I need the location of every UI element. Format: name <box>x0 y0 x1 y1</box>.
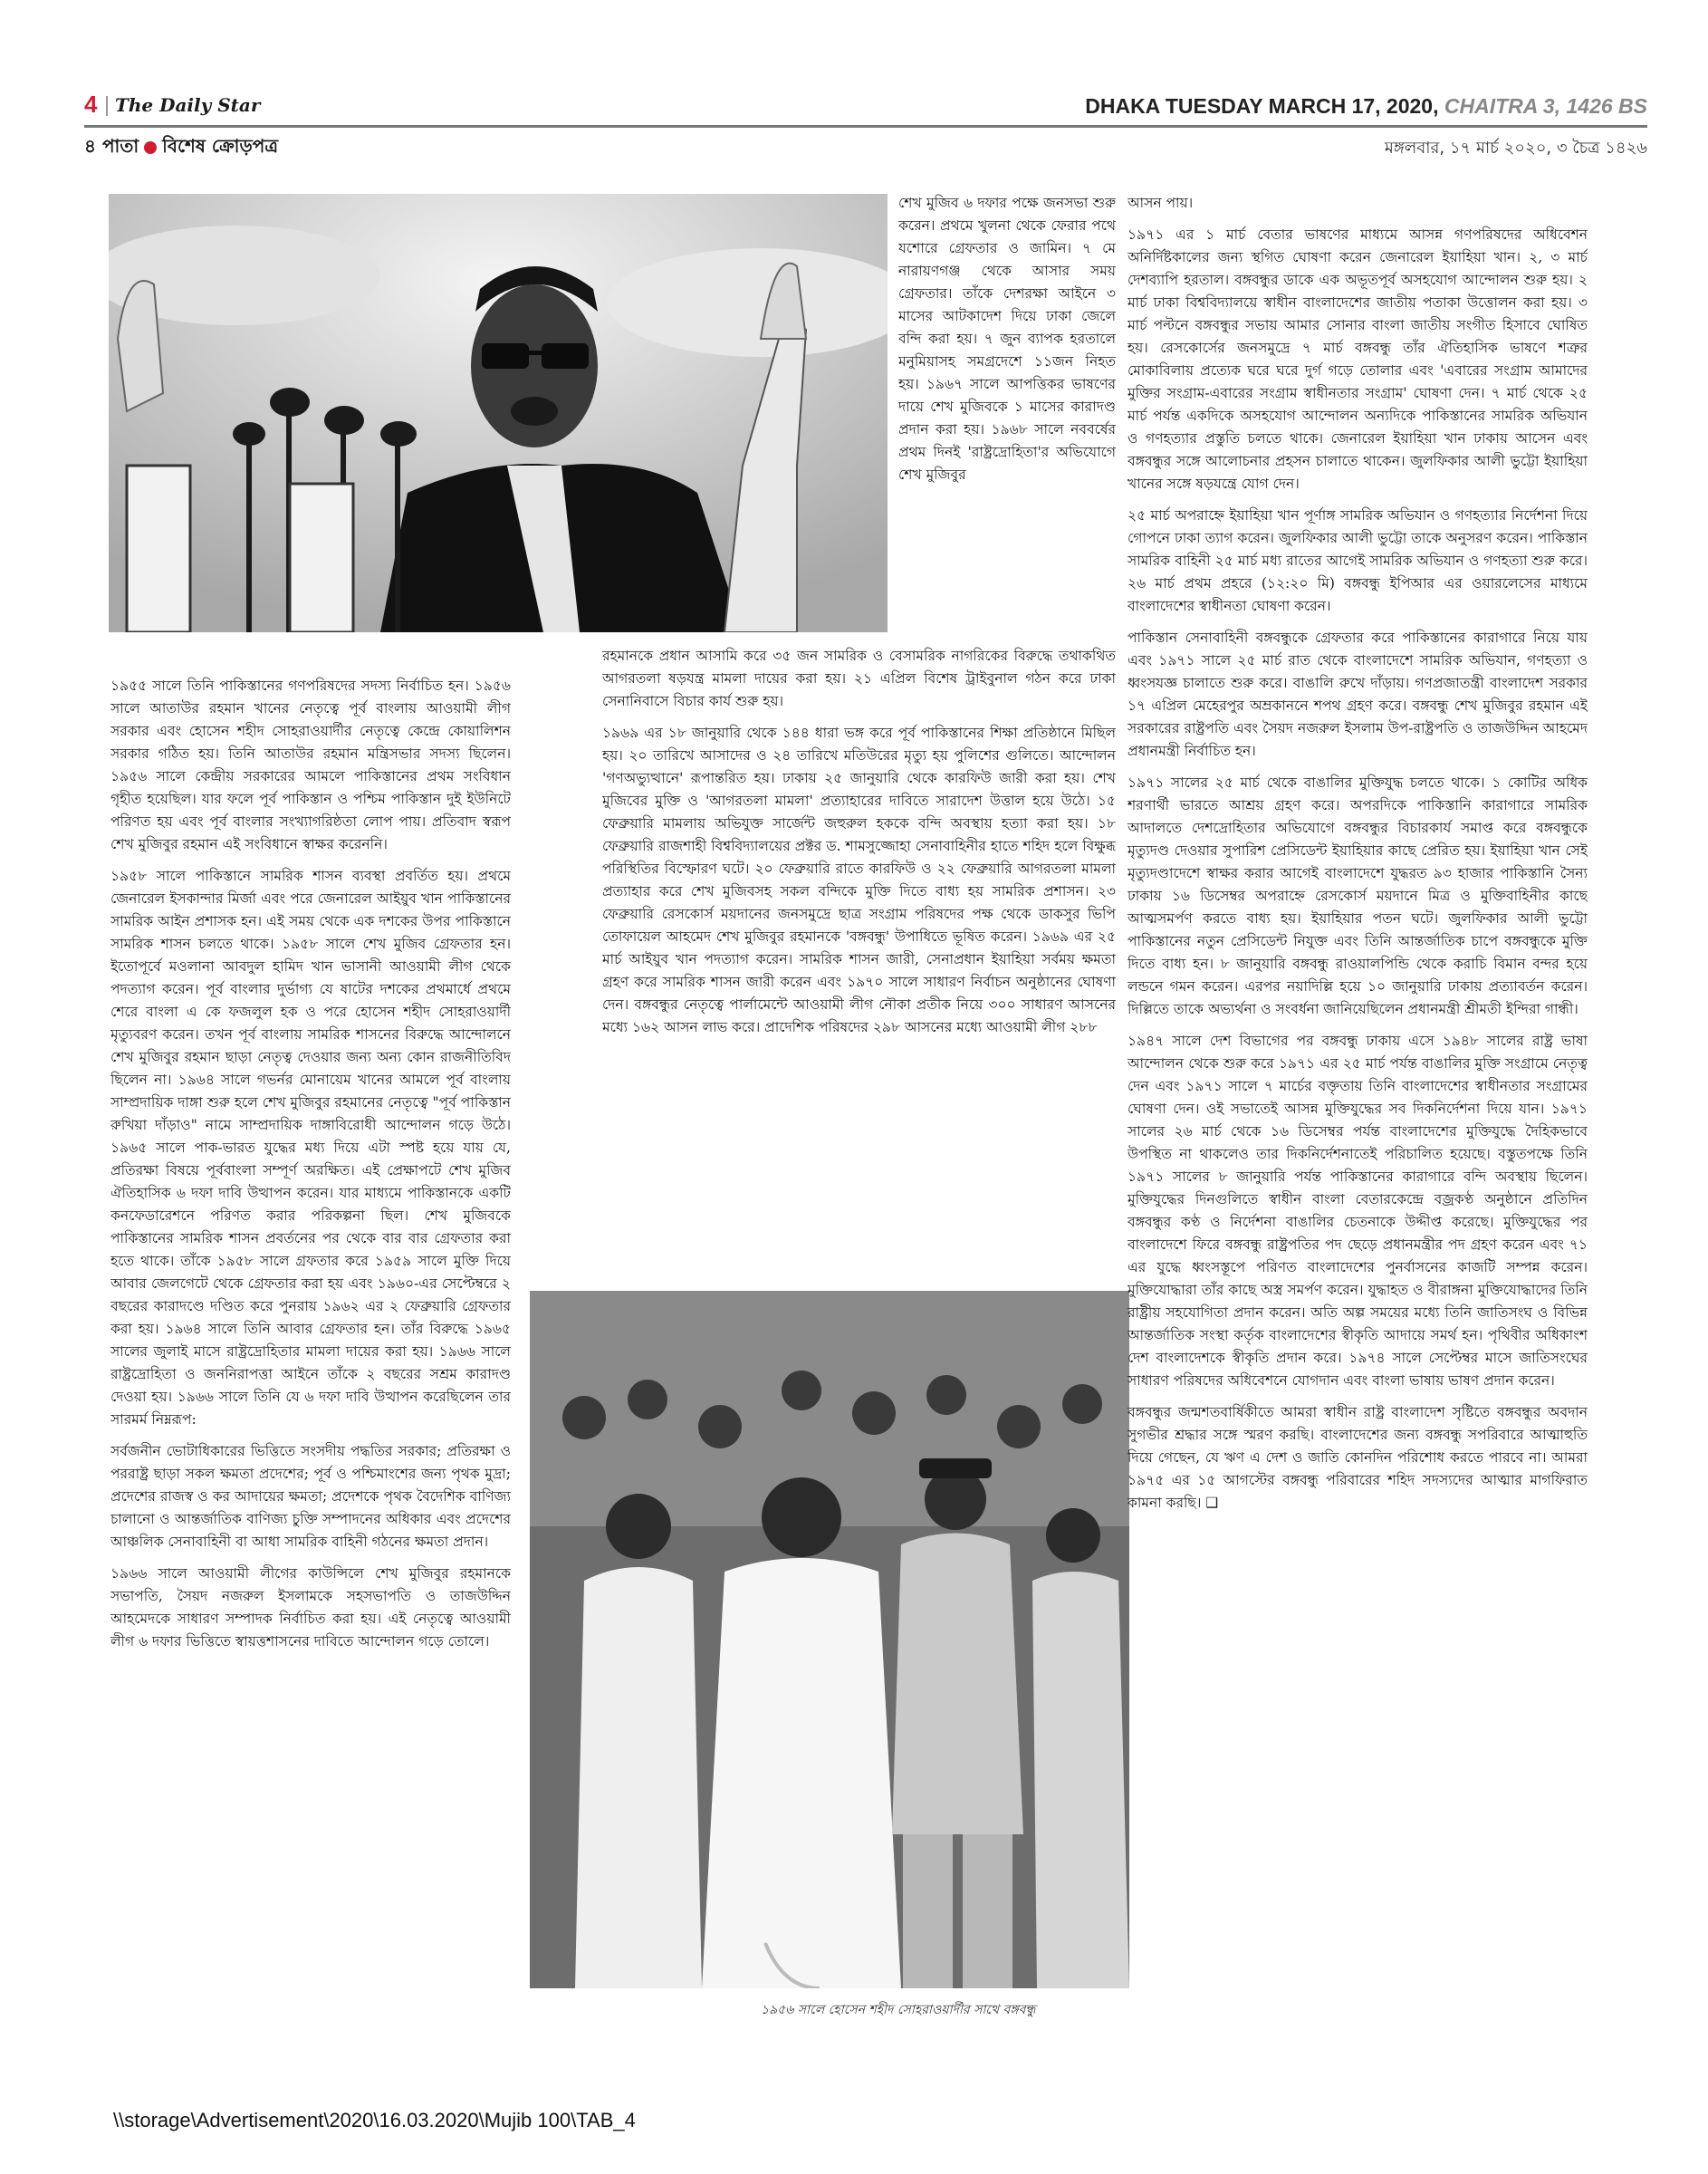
masthead-divider <box>106 96 108 116</box>
article-paragraph: পাকিস্তান সেনাবাহিনী বঙ্গবন্ধুকে গ্রেফতার করে পাকিস্তানের কারাগারে নিয়ে যায় এবং ১৯৭১ সালে ২৫ মার্চ রাত থেকে বাংলাদেশে সামরিক অভিযান, গণহত্যা ও ধ্বংসযজ্ঞ চালাতে শুরু করে। বাঙালি রুখে দাঁড়ায়। গণপ্রজাতন্ত্রী বাংলাদেশ সরকার ১৭ এপ্রিল মেহেরপুর অম্রকাননে শপথ গ্রহণ করে। বঙ্গবন্ধু শেখ মুজিবুর রহমান এই সরকারের রাষ্ট্রপতি এবং সৈয়দ নজরুল ইসলাম উপ-রাষ্ট্রপতি ও তাজউদ্দিন আহমেদ প্রধানমন্ত্রী নির্বাচিত হন। <box>1127 630 1588 759</box>
article-paragraph: ১৯৬৯ এর ১৮ জানুয়ারি থেকে ১৪৪ ধারা ভঙ্গ করে পূর্ব পাকিস্তানের শিক্ষা প্রতিষ্ঠানে মিছিল হয়। ২০ তারিখে আসাদের ও ২৪ তারিখে মতিউরের মৃত্যু হয় পুলিশের গুলিতে। আন্দোলন 'গণঅভ্যুত্থানে' রূপান্তরিত হয়। ঢাকায় ২৫ জানুয়ারি থেকে কারফিউ জারী করা হয়। শেখ মুজিবের মুক্তি ও 'আগরতলা মামলা' প্রত্যাহারের দাবিতে সারাদেশ উত্তাল হয়ে উঠে। ১৫ ফেব্রুয়ারি মামলায় অভিযুক্ত সার্জেন্ট জহুরুল হককে বন্দি অবস্থায় হত্যা করা হয়। ১৮ ফেব্রুয়ারি রাজশাহী বিশ্ববিদ্যালয়ের প্রক্টর ড. শামসুজ্জোহা সেনাবাহিনীর হাতে শহিদ হলে বিক্ষুব্ধ পরিস্থিতির বিস্ফোরণ ঘটে। ২০ ফেব্রুয়ারি রাতে কারফিউ ও ২২ ফেব্রুয়ারি আগরতলা মামলা প্রত্যাহার করে শেখ মুজিবসহ সকল বন্দিকে মুক্তি দিতে বাধ্য হয় সামরিক প্রশাসন। ২৩ ফেব্রুয়ারি রেসকোর্স ময়দানের জনসমুদ্রে ছাত্র সংগ্রাম পরিষদের পক্ষ থেকে ডাকসুর ভিপি তোফায়েল আহমেদ শেখ মুজিবুর রহমানকে 'বঙ্গবন্ধু' উপাধিতে ভূষিত করেন। ১৯৬৯ এর ২৫ মার্চ আইয়ুব খান পদত্যাগ করেন। সামরিক শাসন জারী, সেনাপ্রধান ইয়াহিয়া সর্বময় ক্ষমতা গ্রহণ করে সামরিক শাসন জারী করেন এবং ১৯৭০ সালে সাধারণ নির্বাচন অনুষ্ঠানের ঘোষণা দেন। বঙ্গবন্ধুর নেতৃত্বে পার্লামেন্টে আওয়ামী লীগ নৌকা প্রতীক নিয়ে ৩০০ সাধারণ আসনের মধ্যে ১৬২ আসন লাভ করে। প্রাদেশিক পরিষদের ২৯৮ আসনের মধ্যে আওয়ামী লীগ ২৮৮ <box>602 725 1116 1035</box>
article-paragraph: ১৯৫৮ সালে পাকিস্তানে সামরিক শাসন ব্যবস্থা প্রবর্তিত হয়। প্রথমে জেনারেল ইসকান্দার মির্জা এবং পরে জেনারেল আইয়ুব খান পাকিস্তানের সামরিক আইন প্রশাসক হন। এই সময় থেকে এক দশকের উপর পাকিস্তানে সামরিক শাসন চলতে থাকে। ১৯৫৮ সালে শেখ মুজিব গ্রেফতার হন। ইতোপূর্বে মওলানা আবদুল হামিদ খান ভাসানী আওয়ামী লীগ থেকে পদত্যাগ করেন। পূর্ব বাংলার দুর্ভাগ্য যে ষাটের দশকের প্রথমার্ধে প্রথমে শেরে বাংলা এ কে ফজলুল হক ও পরে হোসেন শহীদ সোহরাওয়ার্দী মৃত্যুবরণ করেন। তখন পূর্ব বাংলায় সামরিক শাসনের বিরুদ্ধে আন্দোলনে শেখ মুজিবুর রহমান ছাড়া নেতৃত্ব দেওয়ার জন্য অন্য কোন রাজনীতিবিদ ছিলেন না। ১৯৬৪ সালে গভর্নর মোনায়েম খানের আমলে পূর্ব বাংলায় সাম্প্রদায়িক দাঙ্গা শুরু হলে শেখ মুজিবুর রহমানের নেতৃত্বে "পূর্ব পাকিস্তান রুখিয়া দাঁড়াও" নামে সাম্প্রদায়িক দাঙ্গাবিরোধী আন্দোলন গড়ে উঠে। ১৯৬৫ সালে পাক-ভারত যুদ্ধের মধ্য দিয়ে এটা স্পষ্ট হয়ে যায় যে, প্রতিরক্ষা বিষয়ে পূর্ববাংলা সম্পূর্ণ অরক্ষিত। এই প্রেক্ষাপটে শেখ মুজিব ঐতিহাসিক ৬ দফা দাবি উত্থাপন করেন। যার মাধ্যমে পাকিস্তানকে একটি কনফেডারেশনে পরিণত করার পরিকল্পনা ছিল। শেখ মুজিবকে পাকিস্তানের সামরিক শাসন প্রবর্তনের পর থেকে বার বার গ্রেফতার করা হতে থাকে। তাঁকে ১৯৫৮ সালে গ্রফতার করে ১৯৫৯ সালে মুক্তি দিয়ে আবার জেলগেটে থেকে গ্রেফতার করা হয় এবং ১৯৬০-এর সেপ্টেম্বরে ২ বছরের কারাদণ্ডে দণ্ডিত করে পুনরায় ১৯৬২ এর ২ ফেব্রুয়ারি গ্রেফতার করা হয়। ১৯৬৪ সালে তিনি আবার গ্রেফতার হন। তাঁর বিরুদ্ধে ১৯৬৫ সালের জুলাই মাসে রাষ্ট্রদ্রোহিতার মামলা দায়ের করা হয়। ১৯৬৬ সালে রাষ্ট্রদ্রোহিতা ও জননিরাপত্তা আইনে তাঁকে ২ বছরের সশ্রম কারাদণ্ড দেওয়া হয়। ১৯৬৬ সালে তিনি যে ৬ দফা দাবি উত্থাপন করেছিলেন তার সারমর্ম নিম্নরূপ: <box>110 868 511 1428</box>
article-left-column <box>110 675 511 2056</box>
section-header <box>84 133 278 163</box>
article-paragraph: সর্বজনীন ভোটাধিকারের ভিত্তিতে সংসদীয় পদ্ধতির সরকার; প্রতিরক্ষা ও পররাষ্ট্র ছাড়া সকল ক্ষমতা প্রদেশের; পূর্ব ও পশ্চিমাংশের জন্য পৃথক মুদ্রা; প্রদেশের রাজস্ব ও কর আদায়ের ক্ষমতা; প্রদেশকে পৃথক বৈদেশিক বাণিজ্য চালানো ও আন্তর্জাতিক বাণিজ্য চুক্তি সম্পাদনের অধিকার এবং প্রদেশের আঞ্চলিক সেনাবাহিনী বা আধা সামরিক বাহিনী গঠনের ক্ষমতা প্রদান। <box>110 1443 511 1550</box>
bangabandhu-suhrawardy-photo <box>530 1291 1129 1988</box>
crowd-photo-illustration <box>530 1291 1129 1988</box>
article-middle-column <box>602 645 1116 1286</box>
article-paragraph: ১৯৪৭ সালে দেশ বিভাগের পর বঙ্গবন্ধু ঢাকায় এসে ১৯৪৮ সালের রাষ্ট্র ভাষা আন্দোলন থেকে শুরু করে ১৯৭১ এর ২৫ মার্চ পর্যন্ত বাঙালির মুক্তি সংগ্রামে নেতৃত্ব দেন এবং ১৯৭১ সালে ৭ মার্চের বক্তৃতায় তিনি বাংলাদেশের স্বাধীনতার সংগ্রামের ঘোষণা দেন। ওই সভাতেই আসন্ন মুক্তিযুদ্ধের সব দিকনির্দেশনা দিয়ে যান। ১৯৭১ সালের ২৬ মার্চ থেকে ১৬ ডিসেম্বর পর্যন্ত বাংলাদেশের মুক্তিযুদ্ধে দৈহিকভাবে উপস্থিত না থাকলেও তার দিকনির্দেশনাতেই পরিচালিত হয়েছে। বস্তুতপক্ষে তিনি ১৯৭১ সালের ৮ জানুয়ারি পর্যন্ত পাকিস্তানের কারাগারে বন্দি অবস্থায় ছিলেন। মুক্তিযুদ্ধের দিনগুলিতে স্বাধীন বাংলা বেতারকেন্দ্রে বজ্রকণ্ঠ অনুষ্ঠানে প্রতিদিন বঙ্গবন্ধুর কণ্ঠ ও নির্দেশনা বাঙালির চেতনাকে উদ্দীপ্ত করেছে। মুক্তিযুদ্ধের পর বাংলাদেশে ফিরে বঙ্গবন্ধু রাষ্ট্রপতির পদ ছেড়ে প্রধানমন্ত্রীর পদ গ্রহণ করেন এবং ৭১ এর যুদ্ধে ধ্বংসস্তূপে পরিণত বাংলাদেশের পুনর্বাসনের কাজটি সম্পন্ন করেন। মুক্তিযোদ্ধারা তাঁর কাছে অস্ত্র সমর্পণ করেন। যুদ্ধাহত ও বীরাঙ্গনা মুক্তিযোদ্ধাদের তিনি রাষ্ট্রীয় সহযোগিতা প্রদান করেন। অতি অল্প সময়ের মধ্যে তিনি জাতিসংঘ ও বিভিন্ন আন্তর্জাতিক সংস্থা কর্তৃক বাংলাদেশের স্বীকৃতি আদায়ে সমর্থ হন। পৃথিবীর অধিকাংশ দেশ বাংলাদেশকে স্বীকৃতি প্রদান করে। ১৯৭৪ সালে সেপ্টেম্বর মাসে জাতিসংঘের সাধারণ পরিষদের অধিবেশনে যোগদান এবং বাংলা ভাষায় ভাষণ প্রদান করেন। <box>1127 1033 1588 1389</box>
file-path-footer: \\storage\Advertisement\2020\16.03.2020\Mujib 100\TAB_4 <box>113 2109 636 2131</box>
photo-caption: ১৯৫৬ সালে হোসেন শহীদ সোহরাওয়ার্দীর সাথে বঙ্গবন্ধু <box>761 2003 1036 2017</box>
bullet-dot-icon <box>144 141 157 154</box>
dateline-main: DHAKA TUESDAY MARCH 17, 2020, <box>1085 94 1439 118</box>
bengali-date: মঙ্গলবার, ১৭ মার্চ ২০২০, ৩ চৈত্র ১৪২৬ <box>1384 139 1647 158</box>
dateline-bengali-calendar: CHAITRA 3, 1426 BS <box>1444 94 1647 118</box>
article-paragraph: শেখ মুজিব ৬ দফার পক্ষে জনসভা শুরু করেন। প্রথমে খুলনা থেকে ফেরার পথে যশোরে গ্রেফতার ও জামিন। ৭ মে নারায়ণগঞ্জ থেকে আসার সময় গ্রেফতার। তাঁকে দেশরক্ষা আইনে ৩ মাসের আটকাদেশ দিয়ে ঢাকা জেলে বন্দি করা হয়। ৭ জুন ব্যাপক হরতালে মনুমিয়াসহ সমগ্রদেশে ১১জন নিহত হয়। ১৯৬৭ সালে আপত্তিকর ভাষণের দায়ে শেখ মুজিবকে ১ মাসের কারাদণ্ড প্রদান করা হয়। ১৯৬৮ সালে নববর্ষের প্রথম দিনই 'রাষ্ট্রদ্রোহিতা'র অভিযোগে শেখ মুজিবুর <box>898 195 1116 483</box>
section-title: বিশেষ ক্রোড়পত্র <box>162 135 279 157</box>
dateline <box>1085 94 1647 119</box>
bangabandhu-speech-photo <box>109 194 888 632</box>
newspaper-logo: The Daily Star <box>115 94 261 116</box>
speech-photo-illustration <box>109 194 888 632</box>
article-paragraph: ১৯৭১ এর ১ মার্চ বেতার ভাষণের মাধ্যমে আসন্ন গণপরিষদের অধিবেশন অনির্দিষ্টকালের জন্য স্থগিত ঘোষণা করেন জেনারেল ইয়াহিয়া খান। ২, ৩ মার্চ দেশব্যাপি হরতাল। বঙ্গবন্ধুর ডাকে এক অভূতপূর্ব অসহযোগ আন্দোলন শুরু হয়। ২ মার্চ ঢাকা বিশ্ববিদ্যালয়ে স্বাধীন বাংলাদেশের জাতীয় পতাকা উত্তোলন করা হয়। ৩ মার্চ পল্টনে বঙ্গবন্ধুর সভায় আমার সোনার বাংলা জাতীয় সংগীত হিসাবে ঘোষিত হয়। রেসকোর্সের জনসমুদ্রে ৭ মার্চ বঙ্গবন্ধু তাঁর ঐতিহাসিক ভাষণে শত্রুর মোকাবিলায় প্রত্যেক ঘরে ঘরে দুর্গ গড়ে তোলার এবং 'এবারের সংগ্রাম আমাদের মুক্তির সংগ্রাম-এবারের সংগ্রাম স্বাধীনতার সংগ্রাম' ঘোষণা দেন। ৭ মার্চ থেকে ২৫ মার্চ পর্যন্ত একদিকে অসহযোগ আন্দোলন অন্যদিকে পাকিস্তানের সামরিক অভিযান ও গণহত্যার প্রস্তুতি চলতে থাকে। জেনারেল ইয়াহিয়া খান ঢাকায় আসেন এবং বঙ্গবন্ধুর সঙ্গে আলোচনার প্রহসন চালাতে থাকেন। জুলফিকার আলী ভুট্টো ইয়াহিয়া খানের সঙ্গে ষড়যন্ত্রে যোগ দেন। <box>1127 226 1588 492</box>
page-number: 4 <box>84 91 98 118</box>
page-label: ৪ পাতা <box>84 135 139 157</box>
article-paragraph: রহমানকে প্রধান আসামি করে ৩৫ জন সামরিক ও বেসামরিক নাগরিকের বিরুদ্ধে তথাকথিত আগরতলা ষড়যন্ত্র মামলা দায়ের করা হয়। ২১ এপ্রিল বিশেষ ট্রাইবুনাল গঠন করে ঢাকা সেনানিবাসে বিচার কার্য শুরু হয়। <box>602 648 1116 709</box>
article-paragraph: ১৯৫৫ সালে তিনি পাকিস্তানের গণপরিষদের সদস্য নির্বাচিত হন। ১৯৫৬ সালে আতাউর রহমান খানের নেতৃত্বে পূর্ব বাংলায় আওয়ামী লীগ সরকার এবং হোসেন শহীদ সোহরাওয়ার্দীর নেতৃত্বে কেন্দ্রে কোয়ালিশন সরকার গঠিত হয়। তিনি আতাউর রহমান মন্ত্রিসভার সদস্য ছিলেন। ১৯৫৬ সালে কেন্দ্রীয় সরকারের আমলে পাকিস্তানের প্রথম সংবিধান গৃহীত হয়েছিল। যার ফলে পূর্ব পাকিস্তান ও পশ্চিম পাকিস্তান দুই ইউনিটে পরিণত হয় এবং পূর্ব বাংলার সংখ্যাগরিষ্ঠতা লোপ পায়। প্রতিবাদ স্বরূপ শেখ মুজিবুর রহমান এই সংবিধানে স্বাক্ষর করেননি। <box>110 678 511 852</box>
article-right-column <box>1127 192 1588 2004</box>
masthead <box>84 91 1647 128</box>
article-paragraph: আসন পায়। <box>1127 195 1194 211</box>
article-paragraph: ১৯৬৬ সালে আওয়ামী লীগের কাউন্সিলে শেখ মুজিবুর রহমানকে সভাপতি, সৈয়দ নজরুল ইসলামকে সহসভাপতি ও তাজউদ্দিন আহমেদকে সাধারণ সম্পাদক নির্বাচিত করা হয়। এই নেতৃত্বে আওয়ামী লীগ ৬ দফার ভিত্তিতে স্বায়ত্তশাসনের দাবিতে আন্দোলন গড়ে তোলে। <box>110 1565 511 1650</box>
article-paragraph: ১৯৭১ সালের ২৫ মার্চ থেকে বাঙালির মুক্তিযুদ্ধ চলতে থাকে। ১ কোটির অধিক শরণার্থী ভারতে আশ্রয় গ্রহণ করে। অপরদিকে পাকিস্তানি কারাগারে সামরিক আদালতে দেশদ্রোহিতার অভিযোগে বঙ্গবন্ধুর বিচারকার্য সমাপ্ত করে বঙ্গবন্ধুকে মৃত্যুদণ্ড দেওয়ার সুপারিশ প্রেসিডেন্ট ইয়াহিয়ার কাছে প্রেরিত হয়। ইয়াহিয়া খান সেই মৃত্যুদণ্ডাদেশে স্বাক্ষর করার আগেই বাংলাদেশে যুদ্ধরত ৯৩ হাজার পাকিস্তানি সৈন্য ঢাকায় ১৬ ডিসেম্বর অপরাহ্নে রেসকোর্স ময়দানে মিত্র ও মুক্তিবাহিনীর কাছে আত্মসমর্পণ করতে বাধ্য হয়। ইয়াহিয়ার পতন ঘটে। জুলফিকার আলী ভুট্টো পাকিস্তানের নতুন প্রেসিডেন্ট নিযুক্ত এবং তিনি আন্তর্জাতিক চাপে বঙ্গবন্ধুকে মুক্তি দিতে বাধ্য হন। ৮ জানুয়ারি বঙ্গবন্ধু রাওয়ালপিন্ডি থেকে করাচি বিমান বন্দর হয়ে লন্ডনে গমন করেন। এরপর নয়াদিল্লি হয়ে ১০ জানুয়ারি ঢাকায় প্রত্যাবর্তন করেন। দিল্লিতে তাকে অভ্যর্থনা ও সংবর্ধনা জানিয়েছিলেন প্রধানমন্ত্রী শ্রীমতী ইন্দিরা গান্ধী। <box>1127 774 1588 1017</box>
article-narrow-column <box>898 192 1116 632</box>
article-paragraph: ২৫ মার্চ অপরাহ্নে ইয়াহিয়া খান পূর্ণাঙ্গ সামরিক অভিযান ও গণহত্যার নির্দেশনা দিয়ে গোপনে ঢাকা ত্যাগ করেন। জুলফিকার আলী ভুট্টো তাকে অনুসরণ করেন। পাকিস্তান সামরিক বাহিনী ২৫ মার্চ মধ্য রাতের আগেই সামরিক অভিযান ও গণহত্যা শুরু করে। ২৬ মার্চ প্রথম প্রহরে (১২:২০ মি) বঙ্গবন্ধু ইপিআর এর ওয়ারলেসের মাধ্যমে বাংলাদেশের স্বাধীনতা ঘোষণা করেন। <box>1127 507 1588 614</box>
article-paragraph: বঙ্গবন্ধুর জন্মশতবার্ষিকীতে আমরা স্বাধীন রাষ্ট্র বাংলাদেশ সৃষ্টিতে বঙ্গবন্ধুর অবদান সুগভীর শ্রদ্ধার সঙ্গে স্মরণ করছি। বাংলাদেশের জন্য বঙ্গবন্ধু সপরিবারে আত্মাহুতি দিয়ে গেছেন, যে ঋণ এ দেশ ও জাতি কোনদিন পরিশোধ করতে পারবে না। আমরা ১৯৭৫ এর ১৫ আগস্টের বঙ্গবন্ধু পরিবারের শহিদ সদস্যদের আত্মার মাগফিরাত কামনা করছি। ❑ <box>1127 1404 1588 1511</box>
